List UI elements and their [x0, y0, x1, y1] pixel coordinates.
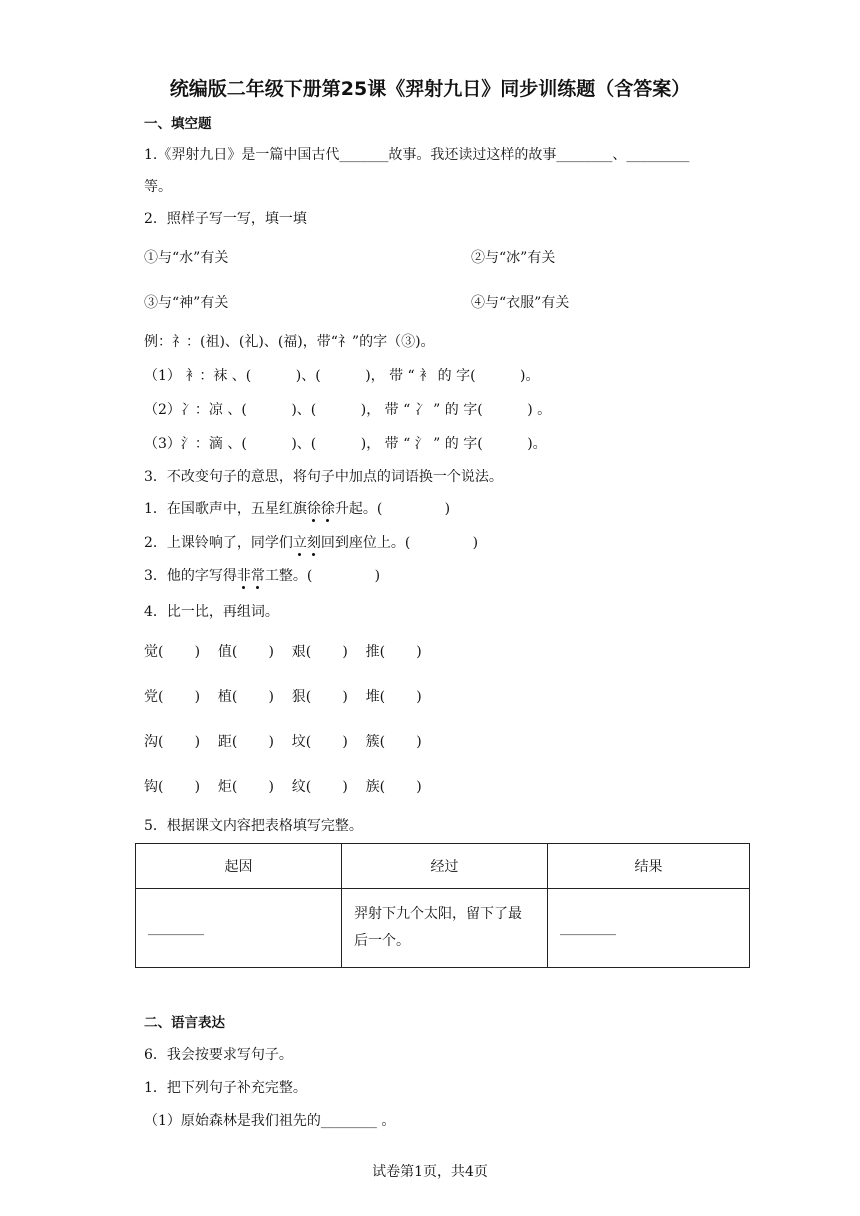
q5-prompt: 5．根据课文内容把表格填写完整。	[144, 818, 363, 834]
q3-s2-dotted-char-2: 刻	[306, 535, 321, 551]
q4-row-1: 觉( ) 值( ) 艰( ) 推( )	[144, 644, 422, 660]
story-table	[135, 843, 750, 968]
table-row	[136, 889, 750, 968]
q6-prompt: 6．我会按要求写句子。	[144, 1047, 293, 1063]
q3-s3-before: 3．他的字写得	[144, 568, 237, 584]
q1-line2: 等。	[144, 179, 172, 195]
q3-s1-after: 升起。( )	[334, 501, 451, 517]
q3-prompt: 3．不改变句子的意思，将句子中加点的词语换一个说法。	[144, 469, 503, 485]
q3-s3-dotted-char-2: 常	[250, 568, 265, 584]
section-heading-fill-blank: 一、填空题	[144, 116, 212, 132]
table-header-process: 经过	[342, 844, 548, 889]
q3-sentence-3	[144, 567, 380, 585]
q2-item-1: （1） 衤：袜 、( )、( )， 带 “ 衤 的 字( )。	[144, 368, 540, 384]
q2-option-4: ④与“衣服”有关	[471, 295, 570, 311]
q2-option-1: ①与“水”有关	[144, 250, 229, 266]
q3-s3-after: 工整。( )	[264, 568, 381, 584]
q4-row-3: 沟( ) 距( ) 坟( ) 簇( )	[144, 734, 422, 750]
table-header-result: 结果	[548, 844, 750, 889]
q4-row-2: 党( ) 植( ) 狠( ) 堆( )	[144, 689, 422, 705]
process-line-1: 羿射下九个太阳，留下了最	[354, 906, 522, 922]
table-cell-process	[342, 889, 548, 968]
q3-s1-before: 1．在国歌声中，五星红旗	[144, 501, 307, 517]
process-line-2: 后一个。	[354, 933, 410, 949]
q3-s1-dotted-char-2: 徐	[320, 501, 335, 517]
table-header-row	[136, 844, 750, 889]
q2-option-2: ②与“冰”有关	[471, 250, 556, 266]
page-footer: 试卷第1页，共4页	[372, 1164, 488, 1180]
cause-blank: ________	[148, 920, 204, 936]
result-blank: ________	[560, 920, 616, 936]
document-title: 统编版二年级下册第25课《羿射九日》同步训练题（含答案）	[169, 78, 691, 100]
q6-item-1: （1）原始森林是我们祖先的________ 。	[144, 1113, 396, 1129]
q2-item-3: （3）氵：滴 、( )、( )， 带 “ 氵 ” 的 字( )。	[144, 436, 547, 452]
q3-s1-dotted-char-1: 徐	[306, 501, 321, 517]
table-cell-cause	[136, 889, 342, 968]
table-header-cause: 起因	[136, 844, 342, 889]
q3-s2-dotted-char-1: 立	[292, 535, 307, 551]
q4-prompt: 4．比一比，再组词。	[144, 604, 279, 620]
q3-s2-before: 2．上课铃响了，同学们	[144, 535, 293, 551]
q2-prompt: 2．照样子写一写，填一填	[144, 211, 307, 227]
q2-example: 例：礻：(祖)、(礼)、(福)，带“礻”的字（③)。	[144, 334, 435, 350]
q3-s2-after: 回到座位上。( )	[320, 535, 479, 551]
q3-sentence-1	[144, 500, 450, 518]
q4-row-4: 钩( ) 炬( ) 纹( ) 族( )	[144, 779, 422, 795]
q1-line1: 1.《羿射九日》是一篇中国古代_______故事。我还读过这样的故事________、_________	[144, 147, 690, 163]
q3-sentence-2	[144, 534, 478, 552]
table-cell-result	[548, 889, 750, 968]
q2-option-3: ③与“神”有关	[144, 295, 229, 311]
q6-sub-1: 1．把下列句子补充完整。	[144, 1080, 307, 1096]
section-heading-language: 二、语言表达	[144, 1015, 225, 1031]
q2-item-2: （2）冫：凉 、( )、( )， 带 “ 冫 ” 的 字( ) 。	[144, 402, 552, 418]
q3-s3-dotted-char-1: 非	[236, 568, 251, 584]
